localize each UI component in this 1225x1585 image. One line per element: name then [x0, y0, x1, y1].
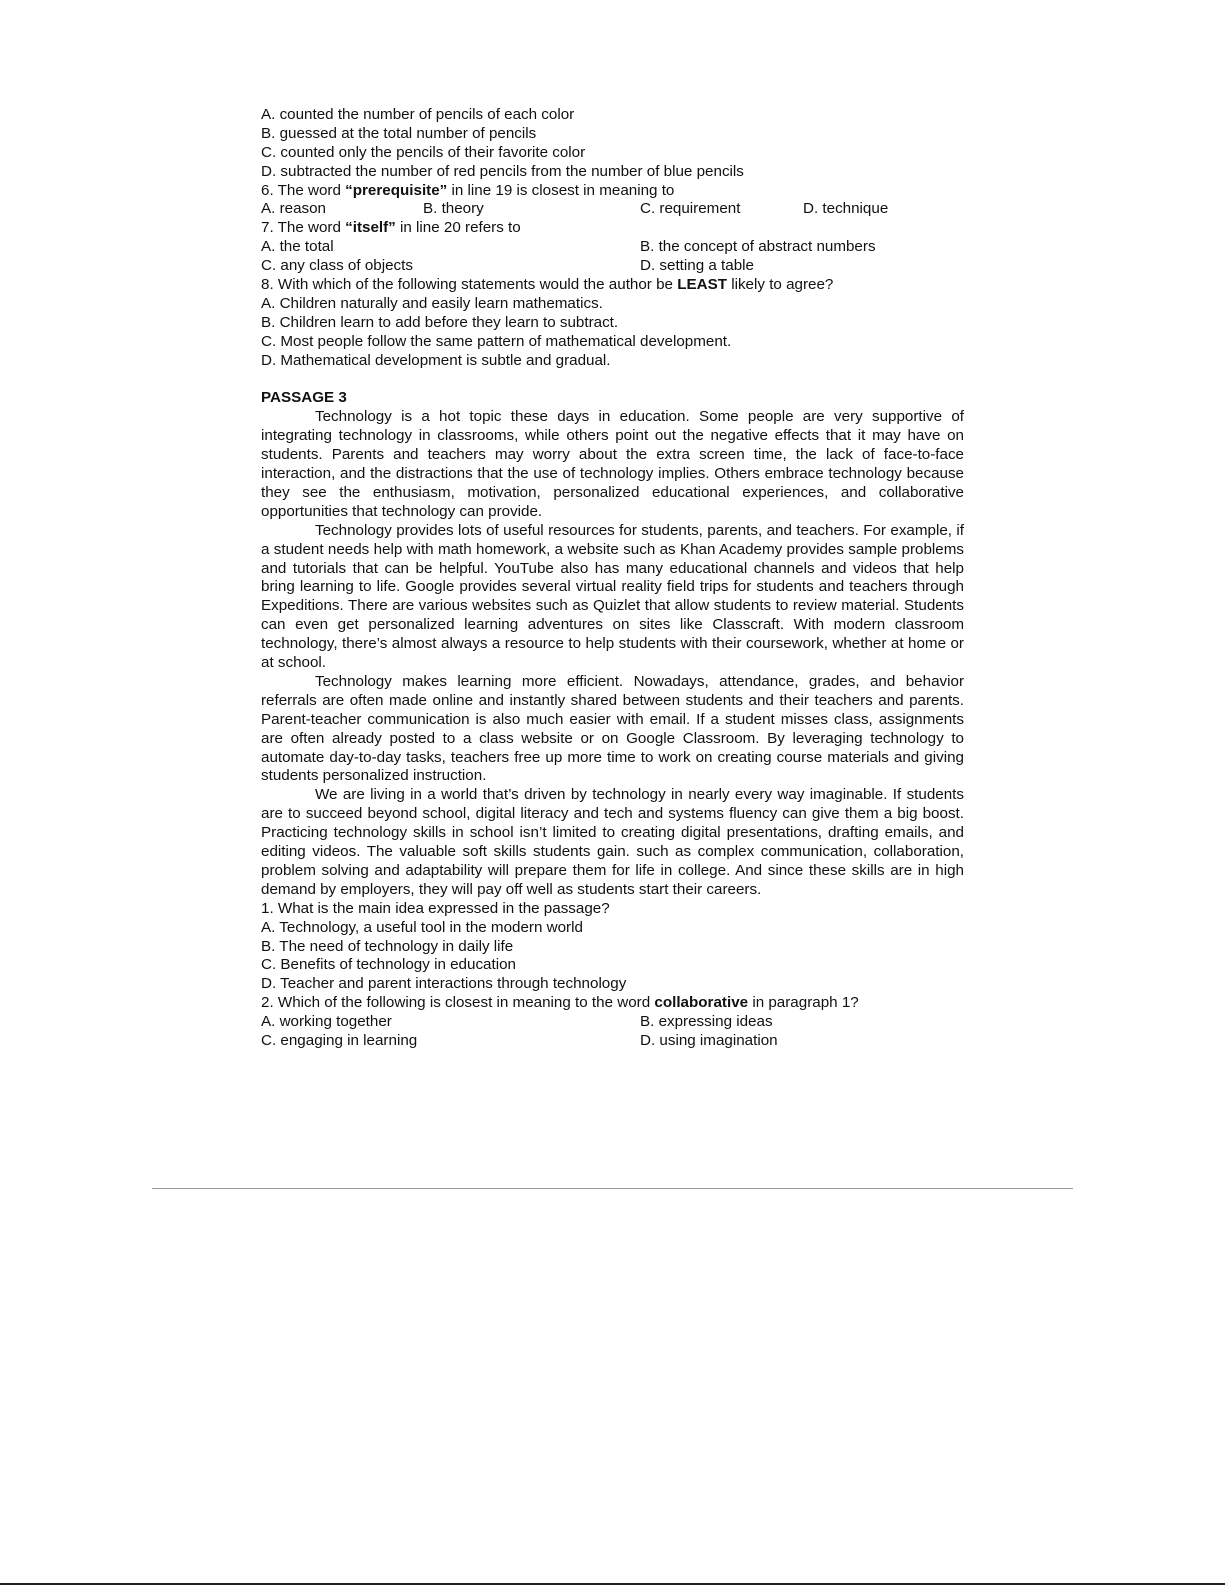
- q6-options: [261, 200, 964, 219]
- page-divider: [152, 1188, 1073, 1189]
- q5-option-a: A. counted the number of pencils of each color: [261, 106, 575, 123]
- q5-option-c: C. counted only the pencils of their favorite color: [261, 143, 586, 161]
- p3-q1-option-a: A. Technology, a useful tool in the modern world: [261, 918, 583, 936]
- p3-q2-options-row2: [261, 1032, 964, 1051]
- q6-option-a: A. reason: [261, 200, 327, 218]
- q7-option-d: D. setting a table: [640, 257, 754, 275]
- q7-option-a: A. the total: [261, 238, 334, 256]
- q6-option-d: D. technique: [803, 200, 889, 218]
- q6-option-b: B. theory: [423, 200, 484, 218]
- q6-stem: 6. The word “prerequisite” in line 19 is closest in meaning to: [261, 181, 675, 199]
- p3-q2-options-row1: [261, 1013, 964, 1032]
- passage-paragraph-3: Technology makes learning more efficient. Nowadays, attendance, grades, and behavior referrals are often made online and instantly shared between students and their teachers and parents. Parent-teacher communication is also much easier with email. If a student misses class, assignments are often already posted to a class website or on Google Classroom. By leveraging technology to automate day-to-day tasks, teachers free up more time to work on creating course materials and giving students personalized instruction.: [261, 672, 964, 785]
- p3-q1-option-c: C. Benefits of technology in education: [261, 956, 516, 974]
- q8-option-a: A. Children naturally and easily learn mathematics.: [261, 294, 603, 312]
- document-page: [261, 106, 964, 1051]
- p3-q2-option-a: A. working together: [261, 1013, 392, 1031]
- q5-option-b: B. guessed at the total number of pencils: [261, 124, 537, 142]
- p3-q1-stem: 1. What is the main idea expressed in the passage?: [261, 899, 610, 917]
- q8-stem: 8. With which of the following statements would the author be LEAST likely to agree?: [261, 276, 834, 294]
- q6-option-c: C. requirement: [640, 200, 741, 218]
- q7-option-c: C. any class of objects: [261, 257, 413, 275]
- passage-paragraph-2: Technology provides lots of useful resources for students, parents, and teachers. For example, if a student needs help with math homework, a website such as Khan Academy provides sample problems and tutorials that can be helpful. YouTube also has many educational channels and videos that help bring learning to life. Google provides several virtual reality field trips for students and teachers through Expeditions. There are various websites such as Quizlet that allow students to review material. Students can even get personalized learning adventures on sites like Classcraft. With modern classroom technology, there’s almost always a resource to help students with their coursework, whether at home or at school.: [261, 521, 964, 672]
- passage-paragraph-4: We are living in a world that’s driven by technology in nearly every way imaginable. If students are to succeed beyond school, digital literacy and tech and systems fluency can give them a big boost. Practicing technology skills in school isn’t limited to creating digital presentations, drafting emails, and editing videos. The valuable soft skills students gain. such as complex communication, collaboration, problem solving and adaptability will prepare them for life in college. And since these skills are in high demand by employers, they will pay off well as students start their careers.: [261, 786, 964, 898]
- passage-title: PASSAGE 3: [261, 389, 347, 407]
- p3-q2-stem: 2. Which of the following is closest in meaning to the word collaborative in paragraph 1?: [261, 994, 859, 1012]
- q7-option-b: B. the concept of abstract numbers: [640, 238, 876, 256]
- q5-option-d: D. subtracted the number of red pencils from the number of blue pencils: [261, 162, 744, 180]
- p3-q2-option-d: D. using imagination: [640, 1032, 778, 1050]
- p3-q1-option-b: B. The need of technology in daily life: [261, 937, 514, 955]
- q8-option-b: B. Children learn to add before they learn to subtract.: [261, 313, 619, 331]
- q7-options-row2: [261, 257, 964, 276]
- p3-q2-option-b: B. expressing ideas: [640, 1013, 773, 1031]
- q7-options-row1: [261, 238, 964, 257]
- p3-q2-option-c: C. engaging in learning: [261, 1032, 418, 1050]
- q7-stem: 7. The word “itself” in line 20 refers to: [261, 219, 521, 237]
- q8-option-d: D. Mathematical development is subtle and gradual.: [261, 351, 611, 369]
- q8-option-c: C. Most people follow the same pattern of mathematical development.: [261, 332, 732, 350]
- p3-q1-option-d: D. Teacher and parent interactions through technology: [261, 975, 627, 993]
- passage-paragraph-1: Technology is a hot topic these days in education. Some people are very supportive of integrating technology in classrooms, while others point out the negative effects that it may have on students. Parents and teachers may worry about the extra screen time, the lack of face-to-face interaction, and the distractions that the use of technology implies. Others embrace technology because they see the enthusiasm, motivation, personalized educational experiences, and collaborative opportunities that technology can provide.: [261, 408, 964, 520]
